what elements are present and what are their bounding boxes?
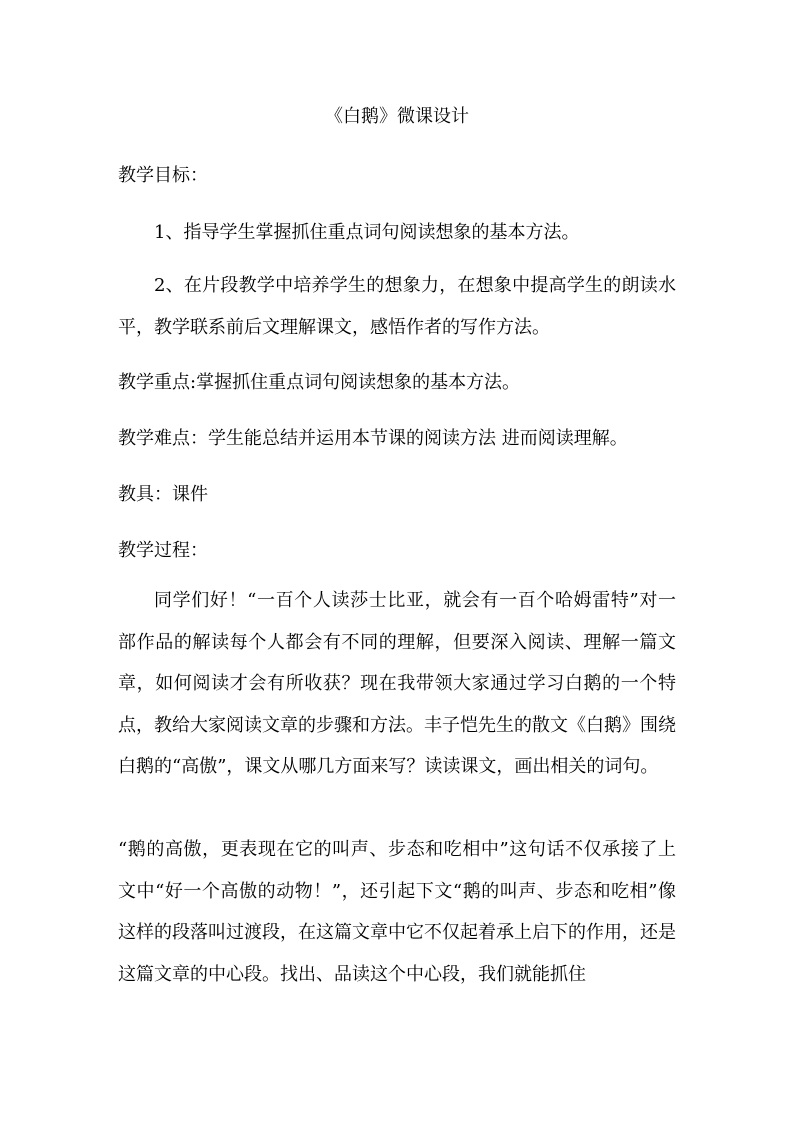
objectives-heading: 教学目标： (118, 165, 208, 186)
teaching-tools: 教具：课件 (118, 484, 208, 505)
document-title: 《白鹅》微课设计 (325, 106, 469, 127)
key-point: 教学重点:掌握抓住重点词句阅读想象的基本方法。 (118, 372, 521, 393)
process-paragraph-1: 同学们好！“一百个人读莎士比亚，就会有一百个哈姆雷特”对一部作品的解读每个人都会有不同的理解，但要深入阅读、理解一篇文章，如何阅读才会有所收获？现在我带领大家通过学习白鹅的一个特点，教给大家阅读文章的步骤和方法。丰子恺先生的散文《白鹅》围绕白鹅的“高傲”，课文从哪几方面来写？读读课文，画出相关的词句。 (118, 590, 676, 777)
objective-1: 1、指导学生掌握抓住重点词句阅读想象的基本方法。 (154, 222, 580, 243)
process-paragraph-2: “鹅的高傲，更表现在它的叫声、步态和吃相中”这句话不仅承接了上文中“好一个高傲的动物！”，还引起下文“鹅的叫声、步态和吃相”像这样的段落叫过渡段，在这篇文章中它不仅起着承上启下的作用，还是这篇文章的中心段。找出、品读这个中心段，我们就能抓住 (118, 839, 676, 985)
difficulty: 教学难点：学生能总结并运用本节课的阅读方法 进而阅读理解。 (118, 428, 628, 449)
process-heading: 教学过程： (118, 540, 208, 561)
objective-2: 2、在片段教学中培养学生的想象力，在想象中提高学生的朗读水平，教学联系前后文理解课文，感悟作者的写作方法。 (118, 275, 676, 338)
